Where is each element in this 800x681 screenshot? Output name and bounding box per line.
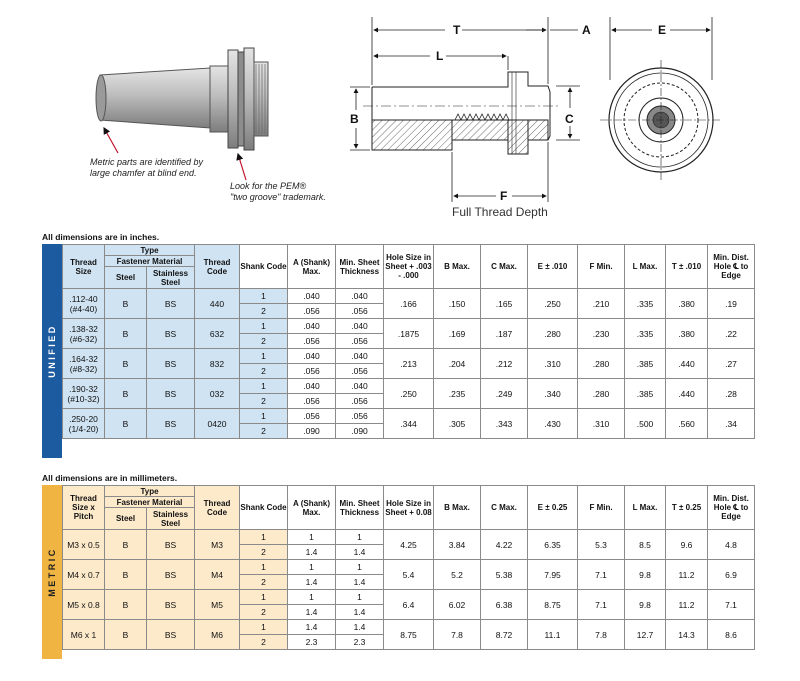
metric-spec-table (62, 485, 755, 650)
col-thread-code: Thread Code (195, 245, 240, 289)
col-fastener-material: Fastener Material (105, 497, 195, 508)
thread-code-cell: M6 (195, 620, 240, 650)
shank-code-cell: 2 (240, 334, 288, 349)
b-max-cell: .305 (434, 409, 481, 439)
stainless-type-cell: BS (147, 379, 195, 409)
min-sheet-cell: 1 (336, 590, 384, 605)
min-sheet-cell: .056 (336, 364, 384, 379)
min-sheet-cell: 1.4 (336, 620, 384, 635)
a-shank-cell: .056 (288, 394, 336, 409)
col-fastener-material: Fastener Material (105, 256, 195, 267)
shank-code-cell: 1 (240, 349, 288, 364)
hole-size-cell: 5.4 (384, 560, 434, 590)
l-max-cell: 9.8 (625, 590, 666, 620)
f-min-cell: 7.1 (578, 560, 625, 590)
col-thread-code: Thread Code (195, 486, 240, 530)
c-max-cell: .212 (481, 349, 528, 379)
l-max-cell: .335 (625, 289, 666, 319)
a-shank-cell: .056 (288, 334, 336, 349)
col-c: C Max. (481, 486, 528, 530)
t-cell: .380 (666, 289, 708, 319)
f-min-cell: .230 (578, 319, 625, 349)
a-shank-cell: .090 (288, 424, 336, 439)
thread-size-value: .112-40 (69, 293, 98, 304)
shank-code-cell: 1 (240, 620, 288, 635)
min-dist-cell: 6.9 (708, 560, 755, 590)
f-min-cell: .310 (578, 409, 625, 439)
shank-code-cell: 1 (240, 289, 288, 304)
technical-drawing-area (0, 0, 800, 228)
col-f: F Min. (578, 245, 625, 289)
dim-b-label: B (350, 112, 359, 126)
min-sheet-cell: 1 (336, 530, 384, 545)
l-max-cell: .335 (625, 319, 666, 349)
min-sheet-cell: .056 (336, 304, 384, 319)
steel-type-cell: B (105, 379, 147, 409)
pem-note-line-2: "two groove" trademark. (230, 192, 326, 202)
thread-code-cell: 032 (195, 379, 240, 409)
col-hole-size: Hole Size in Sheet + .003 - .000 (384, 245, 434, 289)
col-hole-size: Hole Size in Sheet + 0.08 (384, 486, 434, 530)
a-shank-cell: 1.4 (288, 575, 336, 590)
col-min-dist: Min. Dist. Hole ℄ to Edge (708, 486, 755, 530)
min-dist-cell: .22 (708, 319, 755, 349)
steel-type-cell: B (105, 560, 147, 590)
a-shank-cell: .040 (288, 289, 336, 304)
unified-side-label: UNIFIED (47, 324, 57, 378)
trademark-arrow (238, 154, 246, 180)
col-min-dist: Min. Dist. Hole ℄ to Edge (708, 245, 755, 289)
steel-type-cell: B (105, 319, 147, 349)
f-min-cell: .280 (578, 349, 625, 379)
hole-size-cell: 6.4 (384, 590, 434, 620)
b-max-cell: 3.84 (434, 530, 481, 560)
thread-code-cell: 632 (195, 319, 240, 349)
min-sheet-cell: 1.4 (336, 575, 384, 590)
fastener-section-view (363, 72, 560, 154)
shank-code-cell: 2 (240, 605, 288, 620)
min-sheet-cell: .040 (336, 379, 384, 394)
col-shank-code: Shank Code (240, 245, 288, 289)
c-max-cell: 6.38 (481, 590, 528, 620)
stainless-type-cell: BS (147, 349, 195, 379)
min-dist-cell: 7.1 (708, 590, 755, 620)
dim-f-label: F (500, 189, 508, 203)
col-type: Type (105, 245, 195, 256)
a-shank-cell: 1.4 (288, 545, 336, 560)
e-cell: 6.35 (528, 530, 578, 560)
hole-size-cell: .250 (384, 379, 434, 409)
a-shank-cell: .056 (288, 409, 336, 424)
col-a-shank: A (Shank) Max. (288, 245, 336, 289)
shank-code-cell: 1 (240, 379, 288, 394)
a-shank-cell: 1 (288, 530, 336, 545)
b-max-cell: 7.8 (434, 620, 481, 650)
c-max-cell: 5.38 (481, 560, 528, 590)
table-row (63, 590, 755, 605)
col-c: C Max. (481, 245, 528, 289)
min-sheet-cell: .090 (336, 424, 384, 439)
t-cell: 14.3 (666, 620, 708, 650)
min-sheet-cell: .040 (336, 349, 384, 364)
thread-code-cell: M3 (195, 530, 240, 560)
thread-size-cell (63, 319, 105, 349)
f-min-cell: 7.1 (578, 590, 625, 620)
e-cell: 11.1 (528, 620, 578, 650)
unified-caption: All dimensions are in inches. (42, 232, 160, 242)
min-dist-cell: 4.8 (708, 530, 755, 560)
shank-code-cell: 2 (240, 304, 288, 319)
thread-size-number: (#4-40) (69, 303, 98, 314)
table-row (63, 530, 755, 545)
min-sheet-cell: .040 (336, 289, 384, 304)
thread-size-value: .250-20 (69, 413, 98, 424)
stainless-type-cell: BS (147, 560, 195, 590)
c-max-cell: 4.22 (481, 530, 528, 560)
shank-code-cell: 2 (240, 545, 288, 560)
f-min-cell: .210 (578, 289, 625, 319)
l-max-cell: .385 (625, 349, 666, 379)
col-stainless: Stainless Steel (147, 267, 195, 289)
steel-type-cell: B (105, 590, 147, 620)
a-shank-cell: .040 (288, 349, 336, 364)
thread-code-cell: M4 (195, 560, 240, 590)
thread-code-cell: 440 (195, 289, 240, 319)
full-thread-depth-label: Full Thread Depth (452, 205, 548, 219)
min-sheet-cell: .056 (336, 334, 384, 349)
unified-side-band (42, 244, 62, 458)
stainless-type-cell: BS (147, 319, 195, 349)
a-shank-cell: .040 (288, 379, 336, 394)
min-dist-cell: .27 (708, 349, 755, 379)
thread-size-number: (1/4-20) (68, 423, 99, 434)
steel-type-cell: B (105, 289, 147, 319)
shank-code-cell: 2 (240, 575, 288, 590)
thread-size-number: (#8-32) (69, 363, 98, 374)
thread-size-cell (63, 379, 105, 409)
e-cell: .430 (528, 409, 578, 439)
stainless-type-cell: BS (147, 409, 195, 439)
c-max-cell: .343 (481, 409, 528, 439)
fastener-end-view (600, 17, 722, 180)
fastener-drawings (0, 0, 800, 228)
thread-size-cell: M4 x 0.7 (63, 560, 105, 590)
shank-code-cell: 2 (240, 424, 288, 439)
e-cell: .340 (528, 379, 578, 409)
min-dist-cell: .28 (708, 379, 755, 409)
thread-size-number: (#6-32) (69, 333, 98, 344)
stainless-type-cell: BS (147, 620, 195, 650)
hole-size-cell: .213 (384, 349, 434, 379)
col-stainless: Stainless Steel (147, 508, 195, 530)
a-shank-cell: .056 (288, 364, 336, 379)
b-max-cell: .204 (434, 349, 481, 379)
col-l: L Max. (625, 486, 666, 530)
e-cell: .310 (528, 349, 578, 379)
metric-table-block (42, 485, 754, 659)
t-cell: .440 (666, 379, 708, 409)
shank-code-cell: 1 (240, 560, 288, 575)
b-max-cell: 6.02 (434, 590, 481, 620)
l-max-cell: 8.5 (625, 530, 666, 560)
a-shank-cell: 1 (288, 560, 336, 575)
shank-code-cell: 1 (240, 319, 288, 334)
col-a-shank: A (Shank) Max. (288, 486, 336, 530)
shank-code-cell: 1 (240, 590, 288, 605)
t-cell: 9.6 (666, 530, 708, 560)
col-shank-code: Shank Code (240, 486, 288, 530)
stainless-type-cell: BS (147, 289, 195, 319)
a-shank-cell: 2.3 (288, 635, 336, 650)
min-sheet-cell: .056 (336, 409, 384, 424)
t-cell: 11.2 (666, 590, 708, 620)
a-shank-cell: .040 (288, 319, 336, 334)
shank-code-cell: 1 (240, 530, 288, 545)
col-f: F Min. (578, 486, 625, 530)
min-sheet-cell: 2.3 (336, 635, 384, 650)
e-cell: 8.75 (528, 590, 578, 620)
metric-caption: All dimensions are in millimeters. (42, 473, 178, 483)
t-cell: 11.2 (666, 560, 708, 590)
hole-size-cell: 4.25 (384, 530, 434, 560)
col-t: T ± .010 (666, 245, 708, 289)
thread-size-cell (63, 349, 105, 379)
min-sheet-cell: 1.4 (336, 545, 384, 560)
hole-size-cell: .1875 (384, 319, 434, 349)
thread-size-cell: M3 x 0.5 (63, 530, 105, 560)
min-dist-cell: .34 (708, 409, 755, 439)
thread-code-cell: 0420 (195, 409, 240, 439)
dim-c-label: C (565, 112, 574, 126)
metric-note-line-1: Metric parts are identified by (90, 157, 204, 167)
col-steel: Steel (105, 267, 147, 289)
c-max-cell: .249 (481, 379, 528, 409)
f-min-cell: 7.8 (578, 620, 625, 650)
t-cell: .560 (666, 409, 708, 439)
fastener-photo-illustration (96, 48, 268, 150)
col-min-sheet: Min. Sheet Thickness (336, 486, 384, 530)
a-shank-cell: 1 (288, 590, 336, 605)
shank-code-cell: 2 (240, 394, 288, 409)
thread-size-cell: M5 x 0.8 (63, 590, 105, 620)
hole-size-cell: .166 (384, 289, 434, 319)
metric-chamfer-arrow (104, 128, 118, 153)
metric-note-line-2: large chamfer at blind end. (90, 168, 197, 178)
dim-e-label: E (658, 23, 667, 37)
hole-size-cell: .344 (384, 409, 434, 439)
e-cell: .250 (528, 289, 578, 319)
min-sheet-cell: .040 (336, 319, 384, 334)
thread-size-cell (63, 289, 105, 319)
table-row (63, 409, 755, 424)
thread-size-value: .138-32 (69, 323, 98, 334)
dim-a-label: A (582, 23, 591, 37)
thread-size-value: .190-32 (69, 383, 98, 394)
thread-size-value: .164-32 (69, 353, 98, 364)
b-max-cell: .169 (434, 319, 481, 349)
col-l: L Max. (625, 245, 666, 289)
dim-l-label: L (436, 49, 444, 63)
table-row (63, 560, 755, 575)
table-row (63, 319, 755, 334)
pem-note-line-1: Look for the PEM® (230, 181, 307, 191)
stainless-type-cell: BS (147, 590, 195, 620)
a-shank-cell: 1.4 (288, 605, 336, 620)
l-max-cell: .385 (625, 379, 666, 409)
c-max-cell: 8.72 (481, 620, 528, 650)
thread-code-cell: 832 (195, 349, 240, 379)
hole-size-cell: 8.75 (384, 620, 434, 650)
metric-chamfer-note (90, 157, 203, 179)
col-t: T ± 0.25 (666, 486, 708, 530)
unified-table-block (42, 244, 754, 458)
l-max-cell: .500 (625, 409, 666, 439)
shank-code-cell: 2 (240, 364, 288, 379)
thread-size-cell (63, 409, 105, 439)
b-max-cell: 5.2 (434, 560, 481, 590)
min-dist-cell: .19 (708, 289, 755, 319)
steel-type-cell: B (105, 530, 147, 560)
metric-side-band (42, 485, 62, 659)
f-min-cell: .280 (578, 379, 625, 409)
col-min-sheet: Min. Sheet Thickness (336, 245, 384, 289)
e-cell: 7.95 (528, 560, 578, 590)
table-row (63, 379, 755, 394)
col-thread-size: Thread Size (63, 245, 105, 289)
t-cell: .440 (666, 349, 708, 379)
table-row (63, 289, 755, 304)
b-max-cell: .150 (434, 289, 481, 319)
t-cell: .380 (666, 319, 708, 349)
steel-type-cell: B (105, 620, 147, 650)
steel-type-cell: B (105, 409, 147, 439)
min-sheet-cell: 1 (336, 560, 384, 575)
f-min-cell: 5.3 (578, 530, 625, 560)
col-e: E ± .010 (528, 245, 578, 289)
col-e: E ± 0.25 (528, 486, 578, 530)
l-max-cell: 12.7 (625, 620, 666, 650)
a-shank-cell: .056 (288, 304, 336, 319)
steel-type-cell: B (105, 349, 147, 379)
l-max-cell: 9.8 (625, 560, 666, 590)
unified-spec-table (62, 244, 755, 439)
col-steel: Steel (105, 508, 147, 530)
min-sheet-cell: .056 (336, 394, 384, 409)
thread-size-cell: M6 x 1 (63, 620, 105, 650)
thread-size-number: (#10-32) (67, 393, 100, 404)
a-shank-cell: 1.4 (288, 620, 336, 635)
dimension-lines (350, 17, 580, 202)
b-max-cell: .235 (434, 379, 481, 409)
table-row (63, 620, 755, 635)
dimension-labels (350, 23, 666, 203)
col-b: B Max. (434, 486, 481, 530)
dim-t-label: T (453, 23, 461, 37)
shank-code-cell: 2 (240, 635, 288, 650)
min-sheet-cell: 1.4 (336, 605, 384, 620)
c-max-cell: .165 (481, 289, 528, 319)
thread-code-cell: M5 (195, 590, 240, 620)
col-b: B Max. (434, 245, 481, 289)
col-thread-size: Thread Size x Pitch (63, 486, 105, 530)
pem-trademark-note (230, 181, 326, 203)
min-dist-cell: 8.6 (708, 620, 755, 650)
table-row (63, 349, 755, 364)
c-max-cell: .187 (481, 319, 528, 349)
stainless-type-cell: BS (147, 530, 195, 560)
col-type: Type (105, 486, 195, 497)
e-cell: .280 (528, 319, 578, 349)
shank-code-cell: 1 (240, 409, 288, 424)
metric-side-label: METRIC (47, 547, 57, 597)
